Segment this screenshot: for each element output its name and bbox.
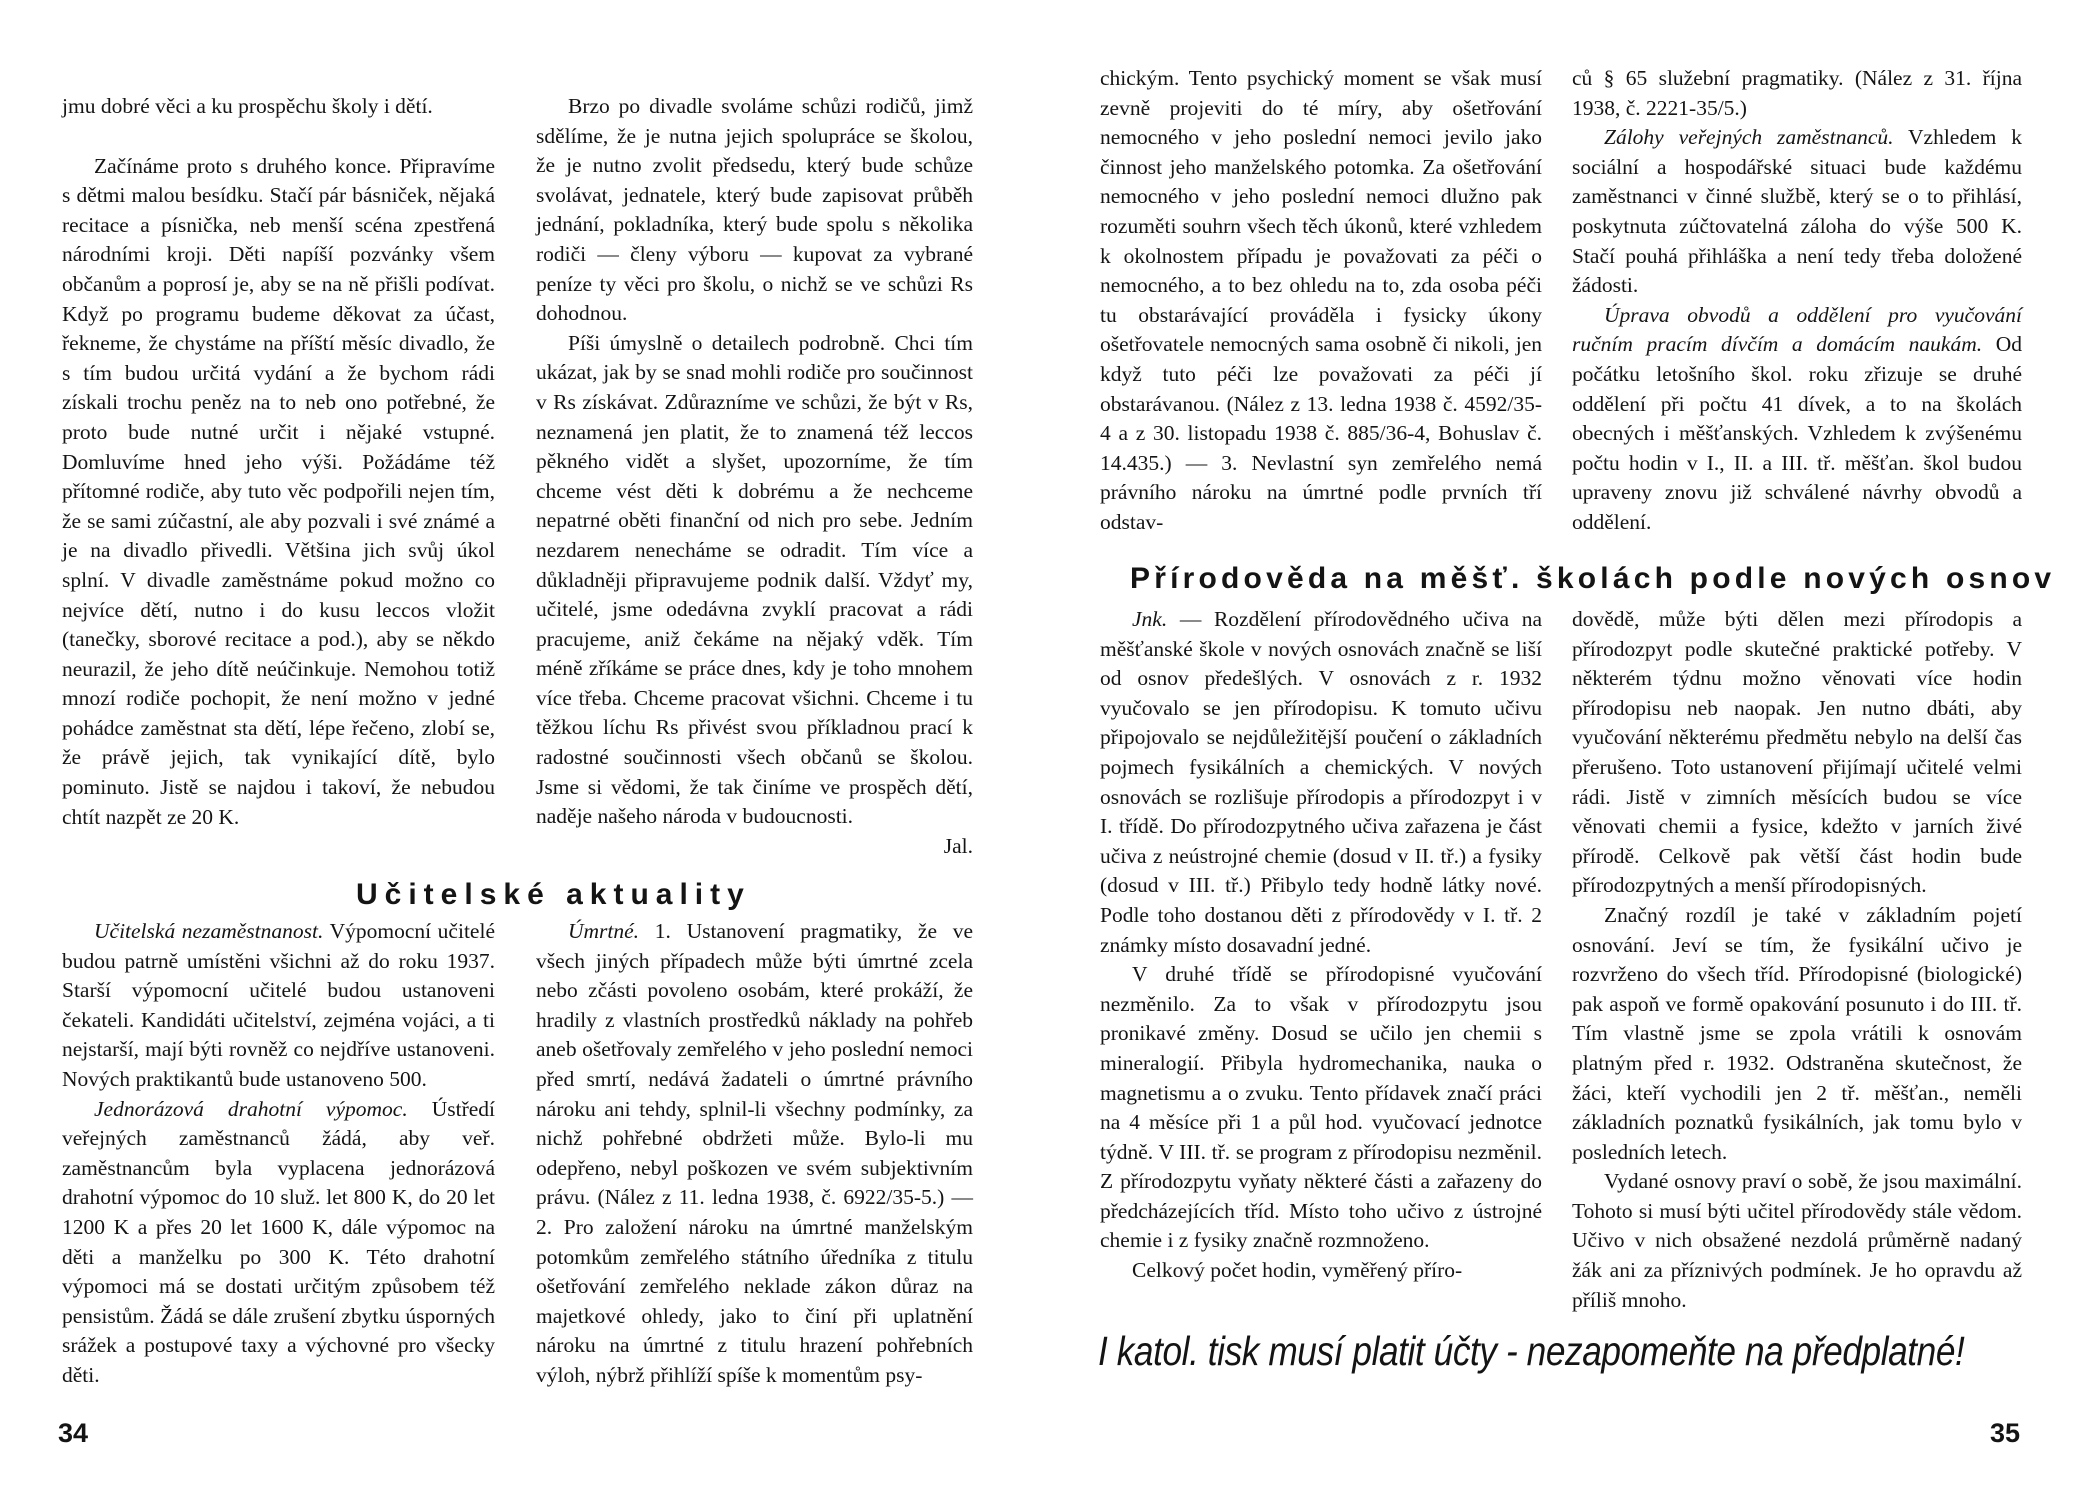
right-col1-bottom [1100,605,1542,1286]
left-col3 [62,917,495,1391]
news-item-text: Vzhledem k sociální a hospodářské situaci bude každému zaměstnanci v činné službě, který se o to přihlásí, poskytnuta zúčtovatelná záloha do výše 500 K. Stačí pouhá přihláška a není tedy třeba doložené žádosti. [1572,125,2022,298]
paragraph: chickým. Tento psychický moment se však musí zevně projeviti do té míry, aby ošetřování nemocného v jeho poslední nemoci jevilo jako činnost jeho manželského potomka. Za ošetřování nemocného v jeho poslední nemoci dlužno pak rozuměti souhrn všech těch úkonů, které vzhledem k okolnostem případu je považovati za péči o nemocného, a to bez ohledu na to, zda osoba péči tu obstarávající prováděla i fysicky úkony ošetřovatele nemocných sama osobně či nikoli, jen když tuto péči lze považovati za péči jí obstarávanou. (Nález z 13. ledna 1938 č. 4592/35-4 a z 30. listopadu 1938 č. 885/36-4, Bohuslav č. 14.435.) — 3. Nevlastní syn zemřelého nemá právního nároku na úmrtné podle prvních tří odstav- [1100,66,1542,534]
news-item [1572,123,2022,301]
news-item [62,1095,495,1391]
news-item [62,917,495,1095]
paragraph: Začínáme proto s druhého konce. Připravíme s dětmi malou besídku. Stačí pár básniček, nějaká recitace a písnička, neb menší scéna zpestřená národními kroji. Děti napíší pozvánky všem občanům a poprosí je, aby se na ně přišli podívat. Když po programu budeme děkovat za účast, řekneme, že chystáme na příští měsíc divadlo, že s tím budou určitá vydání a že bychom rádi získali trochu peněz na to neb ono potřebné, že proto bude nutné určit i nějaké vstupné. Domluvíme hned jeho výši. Požádáme též přítomné rodiče, aby tuto věc podpořili nejen tím, že se sami zúčastní, ale aby pozvali i své známé a je na divadlo přivedli. Většina jich svůj úkol splní. V divadle zaměstnáme pokud možno co nejvíce dětí, nutno i do kusu leccos vložit (tanečky, sborové recitace a pod.), aby se někdo neurazil, že jeho dítě neúčinkuje. Nemohou totiž mnozí rodiče pochopit, že není možno v jedné pohádce zaměstnat sta dětí, lépe řečeno, zlobí se, že právě jejich, tak vynikající dítě, bylo pominuto. Jistě se najdou i takoví, že nebudou chtít nazpět ze 20 K. [62,153,495,829]
news-item-title: Úmrtné. [568,919,640,943]
paragraph [1100,605,1542,960]
news-item-title: Zálohy veřejných zaměstnanců. [1604,125,1894,150]
news-item-title: Úprava obvodů a oddělení pro vyučování ručním pracím dívčím a domácím naukám. [1572,302,2022,357]
paragraph-text: V druhé třídě se přírodopisné vyučování nezměnilo. Za to však v přírodozpytu jsou pronikavé změny. Dosud se učilo jen chemii s mineralogií. Přibyla hydromechanika, nauka o magnetismu a o zvuku. Tento přídavek značí práci na 4 měsíce při 1 a půl hod. vyučovací jednotce týdně. V III. tř. se program z přírodopisu nezměnil. Z přírodozpytu vyňaty některé části a zařazeny do předcházejících tříd. Místo toho učivo z ústrojné chemie i z fysiky značně rozmnoženo. [1100,962,1542,1253]
right-col2-top [1572,64,2022,538]
left-col4 [536,917,973,1391]
news-item [1572,64,2022,123]
paragraph: Vydané osnovy praví o sobě, že jsou maximální. Tohoto si musí býti učitel přírodovědy stále vědom. Učivo v nich obsažené nezdolá průměrně nadaný žák ani za příznivých podmínek. Je ho opravdu až příliš mnoho. [1572,1169,2022,1312]
paragraph: Značný rozdíl je také v základním pojetí osnování. Jeví se tím, že fysikální učivo je rozvrženo do všech tříd. Přírodopisné (biologické) pak aspoň ve formě opakování posunuto i do III. tř. Tím vlastně jsme se zpola vrátili k osnovám platným před r. 1932. Odstraněna skutečnost, že žáci, kteří vychodili jen 2 tř. měšťan., neměli základních poznatků fysikálních, jak tomu bylo v posledních letech. [1572,902,2022,1164]
section-heading-ucitelske-aktuality: Učitelské aktuality [356,878,751,911]
page-number-right: 35 [1990,1418,2021,1448]
right-col1-top [1100,64,1542,538]
section-heading-prirodoveda: Přírodověda na měšť. školách podle nových osnov [1130,562,2056,595]
author-mark: Jnk. [1132,607,1168,631]
paragraph-text: — Rozdělení přírodovědného učiva na měšťanské škole v nových osnovách značně se liší od osnov předešlých. V osnovách z r. 1932 vyučovalo se jen přírodopisu. K tomuto učivu připojovalo se nejdůležitější poučení o základních pojmech fysikálních a chemických. V nových osnovách se rozlišuje přírodopis a přírodozpyt i v I. třídě. Do přírodozpytného učiva zařazena je část učiva z neústrojné chemie (dosud v II. tř.) a fysiky (dosud v III. tř.) Přibylo tedy hodně látky nové. Podle toho dostanou děti z přírodovědy v I. tř. 2 známky místo dosavadní jedné. [1100,607,1542,957]
signature: Jal. [943,833,973,858]
news-item [536,917,973,1391]
news-item-text: Výpomocní učitelé budou patrně umístěni všichni až do roku 1937. Starší výpomocní učitelé budou ustanoveni čekateli. Kandidáti učitelství, zejména vojáci, a ti nejstarší, mají býti rovněž co nejdříve ustanoveni. Nových praktikantů bude ustanoveno 500. [62,919,495,1091]
news-item-text: Ústředí veřejných zaměstnanců žádá, aby veř. zaměstnancům byla vyplacena jednorázová drahotní výpomoc do 10 služ. let 800 K, do 20 let 1200 K a přes 20 let 1600 K, dále výpomoc na děti a manželku po 300 K. Této drahotní výpomoci má se dostati určitým způsobem též pensistům. Žádá se dále zrušení zbytku úsporných srážek a postupové taxy a výchovné pro všecky děti. [62,1096,495,1387]
paragraph [1100,1256,1542,1286]
paragraph-text: Celkový počet hodin, vyměřený příro- [1132,1258,1463,1283]
news-item-text: 1. Ustanovení pragmatiky, že ve všech jiných případech může býti úmrtné zcela nebo zčásti povoleno osobám, které prokáží, že hradily z vlastních prostředků náklady na pohřeb aneb ošetřovaly zemřelého v jeho poslední nemoci před smrtí, nedává žadateli o úmrtné právního nároku ani tehdy, splnil-li všechny podmínky, za nichž pohřebné obdržeti může. Bylo-li mu odepřeno, nebyl poškozen ve svém subjektivním právu. (Nález z 11. ledna 1938, č. 6922/35-5.) — 2. Pro založení nároku na úmrtné manželským potomkům zemřelého státního úředníka z titulu ošetřování zemřelého neklade zákon důraz na majetkové ohledy, jako to činí při uplatnění nároku na úmrtné z titulu hrazení pohřebních výloh, nýbrž přihlíží spíše k momentům psy- [536,919,974,1387]
paragraph: Brzo po divadle svoláme schůzi rodičů, jimž sdělíme, že je nutna jejich spolupráce se školou, že je nutno zvolit předsedu, který bude schůze svolávat, jednatele, který bude zapisovat průběh jednání, pokladníka, který bude spolu s několika rodiči — členy výboru — kupovat za vybrané peníze ty věci pro školu, o nichž se ve schůzi Rs dohodnou. [536,94,973,326]
page-number-left: 34 [58,1418,89,1448]
news-item [1572,301,2022,538]
right-col2-bottom [1572,605,2022,1315]
left-col1 [62,92,495,832]
paragraph [1100,960,1542,1256]
news-item-text: ců § 65 služební pragmatiky. (Nález z 31. října 1938, č. 2221-35/5.) [1572,66,2022,120]
news-item-title: Učitelská nezaměstnanost. [94,919,324,943]
paragraph: jmu dobré věci a ku prospěchu školy i dětí. [62,94,433,118]
news-item-text: Od počátku letošního škol. roku zřizuje se druhé oddělení při počtu 41 dívek, a to na školách obecných i měšťanských. Vzhledem k zvýšenému počtu hodin v I., II. a III. tř. měšťan. škol budou upraveny znovu již schválené návrhy obvodů a oddělení. [1572,332,2022,534]
left-col2 [536,92,973,861]
paragraph: dovědě, může býti dělen mezi přírodopis a přírodozpyt podle skutečné praktické potřeby. V některém týdnu možno věnovati více hodin přírodopisu neb naopak. Jen nutno dbáti, aby vyučování některému předmětu nebylo na delší čas přerušeno. Toto ustanovení přijímají učitelé velmi rádi. Jistě v zimních měsících budou se více věnovati chemii a fysice, kdežto v jarních živé přírodě. Celkově pak větší část hodin bude přírodozpytných a menší přírodopisných. [1572,607,2022,898]
paragraph: Píši úmyslně o detailech podrobně. Chci tím ukázat, jak by se snad mohli rodiče pro součinnost v Rs získávat. Zdůrazníme ve schůzi, že být v Rs, neznamená jen platit, že to znamená též leccos pěkného vidět a slyšet, upozorníme, že tím chceme vést děti k dobrému a že nechceme nepatrné oběti finanční od nich pro sebe. Jedním nezdarem nenecháme se odradit. Tím více a důkladněji připravujeme podnik další. Vždyť my, učitelé, jsme odedávna zvyklí pracovat a rádi pracujeme, aniž čekáme na nějaký vděk. Tím méně zříkáme se práce dnes, kdy je toho mnohem více třeba. Chceme pracovat všichni. Chceme i tu těžkou líchu Rs přivést svou příkladnou prací k radostné součinnosti všech občanů se školou. Jsme si vědomi, že tak činíme ve prospěch dětí, naděje našeho národa v budoucnosti. [536,330,973,829]
subscription-slogan: I katol. tisk musí platit účty - nezapomeňte na předplatné! [1098,1328,1965,1374]
news-item-title: Jednorázová drahotní výpomoc. [94,1096,408,1121]
